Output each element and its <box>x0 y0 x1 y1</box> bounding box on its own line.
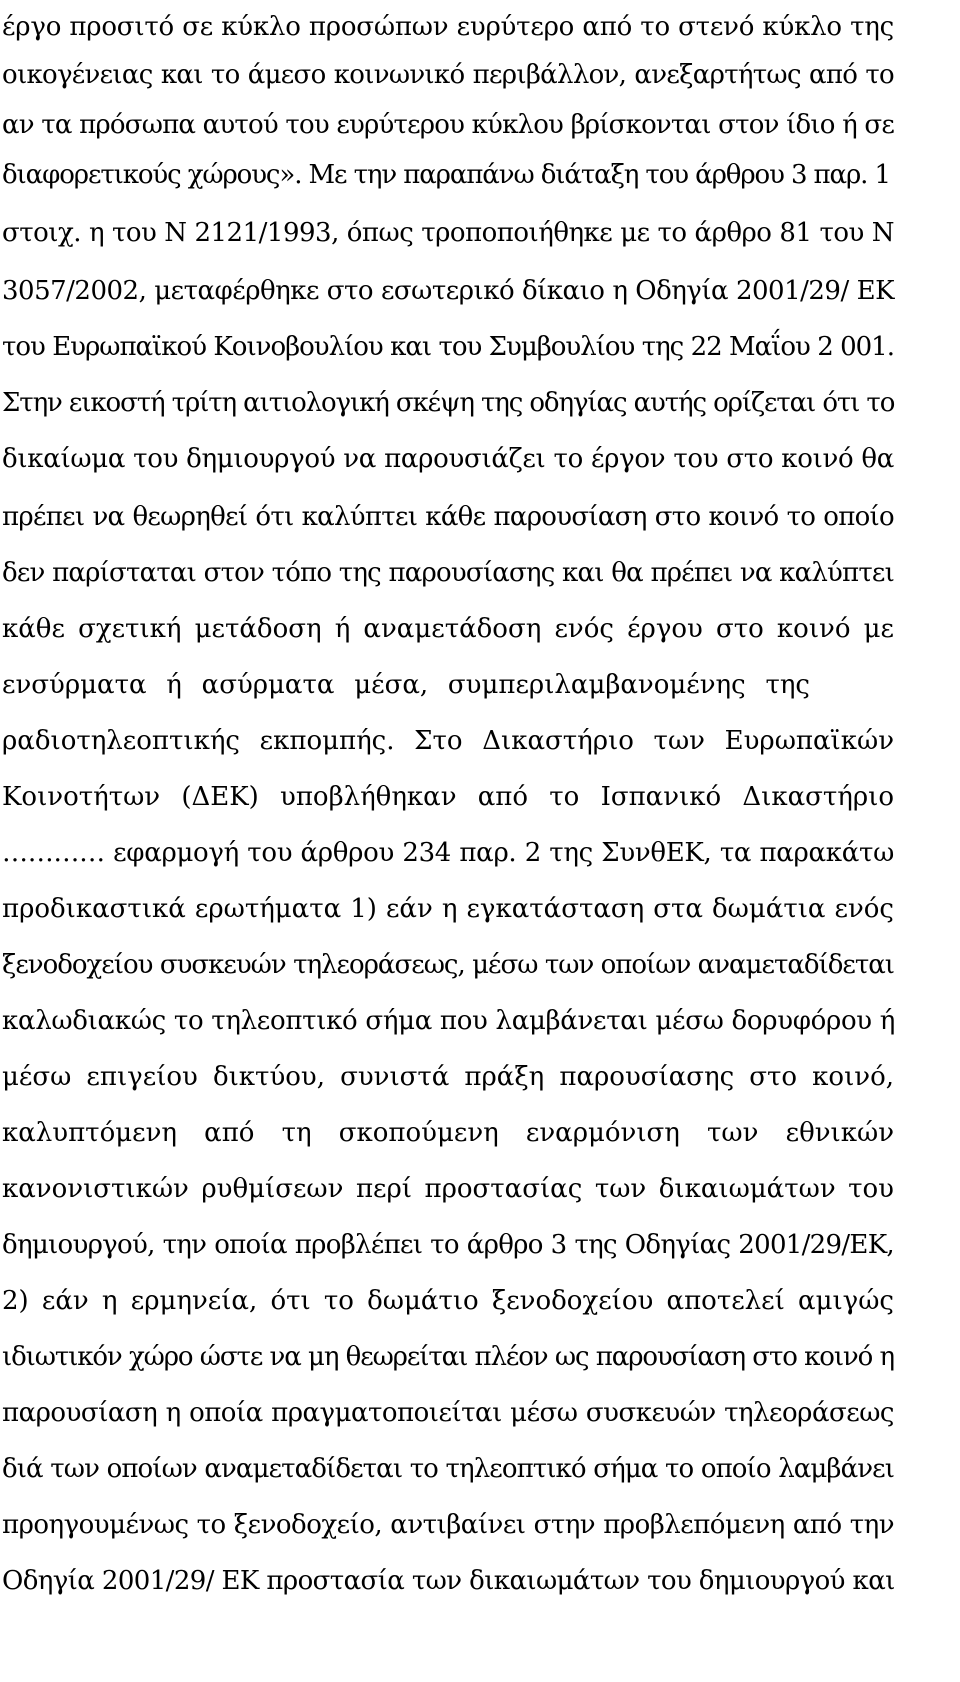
text-line: στοιχ. η του Ν 2121/1993, όπως τροποποιήθηκε με το άρθρο 81 του Ν <box>2 218 894 248</box>
text-line: κάθε σχετική μετάδοση ή αναμετάδοση ενός έργου στο κοινό με <box>2 614 894 644</box>
text-line: του Ευρωπαϊκού Κοινοβουλίου και του Συμβουλίου της 22 Μαΐου 2 001. <box>2 332 894 362</box>
text-line: καλυπτόμενη από τη σκοπούμενη εναρμόνιση των εθνικών <box>2 1118 894 1148</box>
text-line: αν τα πρόσωπα αυτού του ευρύτερου κύκλου βρίσκονται στον ίδιο ή σε <box>2 110 894 140</box>
text-line: έργο προσιτό σε κύκλο προσώπων ευρύτερο από το στενό κύκλο της <box>2 12 894 42</box>
text-line: 2) εάν η ερμηνεία, ότι το δωμάτιο ξενοδοχείου αποτελεί αμιγώς <box>2 1286 894 1316</box>
text-line: παρουσίαση η οποία πραγματοποιείται μέσω συσκευών τηλεοράσεως <box>2 1398 894 1428</box>
text-line: ξενοδοχείου συσκευών τηλεοράσεως, μέσω των οποίων αναμεταδίδεται <box>2 950 894 980</box>
text-line: διαφορετικούς χώρους». Με την παραπάνω διάταξη του άρθρου 3 παρ. 1 <box>2 160 890 190</box>
text-line: κανονιστικών ρυθμίσεων περί προστασίας των δικαιωμάτων του <box>2 1174 894 1204</box>
text-line: προηγουμένως το ξενοδοχείο, αντιβαίνει στην προβλεπόμενη από την <box>2 1510 894 1540</box>
text-line: 3057/2002, μεταφέρθηκε στο εσωτερικό δίκαιο η Οδηγία 2001/29/ ΕΚ <box>2 276 894 306</box>
text-line: ραδιοτηλεοπτικής εκπομπής. Στο Δικαστήριο των Ευρωπαϊκών <box>2 726 894 756</box>
text-line: Στην εικοστή τρίτη αιτιολογική σκέψη της οδηγίας αυτής ορίζεται ότι το <box>2 388 895 418</box>
text-line: πρέπει να θεωρηθεί ότι καλύπτει κάθε παρουσίαση στο κοινό το οποίο <box>2 502 894 532</box>
text-line: ιδιωτικόν χώρο ώστε να μη θεωρείται πλέον ως παρουσίαση στο κοινό η <box>2 1342 894 1372</box>
text-line: διά των οποίων αναμεταδίδεται το τηλεοπτικό σήμα το οποίο λαμβάνει <box>2 1454 894 1484</box>
text-line: δικαίωμα του δημιουργού να παρουσιάζει το έργον του στο κοινό θα <box>2 444 894 474</box>
text-line: ………… εφαρμογή του άρθρου 234 παρ. 2 της ΣυνθΕΚ, τα παρακάτω <box>2 838 894 868</box>
text-line: οικογένειας και το άμεσο κοινωνικό περιβάλλον, ανεξαρτήτως από το <box>2 60 894 90</box>
text-line: δεν παρίσταται στον τόπο της παρουσίασης και θα πρέπει να καλύπτει <box>2 558 894 588</box>
text-line: προδικαστικά ερωτήματα 1) εάν η εγκατάσταση στα δωμάτια ενός <box>2 894 894 924</box>
text-line: καλωδιακώς το τηλεοπτικό σήμα που λαμβάνεται μέσω δορυφόρου ή <box>2 1006 896 1036</box>
text-line: μέσω επιγείου δικτύου, συνιστά πράξη παρουσίασης στο κοινό, <box>2 1062 894 1092</box>
text-line: ενσύρματα ή ασύρματα μέσα, συμπεριλαμβανομένης της <box>2 670 810 700</box>
text-line: δημιουργού, την οποία προβλέπει το άρθρο 3 της Οδηγίας 2001/29/ΕΚ, <box>2 1230 894 1260</box>
text-line: Οδηγία 2001/29/ ΕΚ προστασία των δικαιωμάτων του δημιουργού και <box>2 1566 895 1596</box>
text-line: Κοινοτήτων (ΔΕΚ) υποβλήθηκαν από το Ισπανικό Δικαστήριο <box>2 782 894 812</box>
